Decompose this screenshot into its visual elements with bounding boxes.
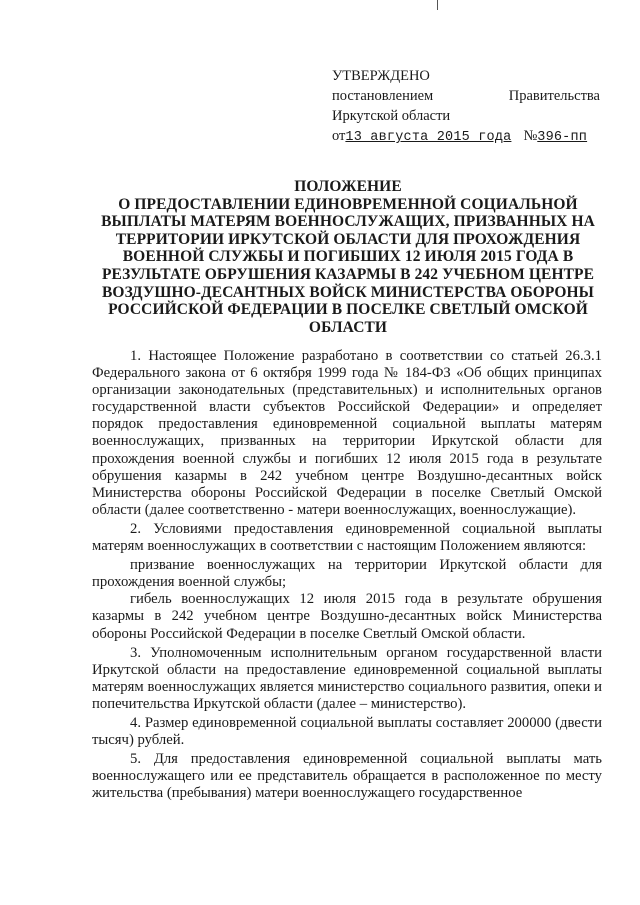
title-line: РОССИЙСКОЙ ФЕДЕРАЦИИ В ПОСЕЛКЕ СВЕТЛЫЙ ОМСКОЙ	[108, 301, 588, 319]
title-line: ОБЛАСТИ	[308, 318, 388, 336]
title-line: ВЫПЛАТЫ МАТЕРЯМ ВОЕННОСЛУЖАЩИХ, ПРИЗВАННЫХ НА	[101, 213, 595, 231]
approval-stamp	[332, 66, 600, 148]
approval-line-1-right: Правительства	[508, 88, 600, 104]
title-line: ВОЗДУШНО-ДЕСАНТНЫХ ВОЙСК МИНИСТЕРСТВА ОБОРОНЫ	[101, 283, 595, 301]
title-line: РЕЗУЛЬТАТЕ ОБРУШЕНИЯ КАЗАРМЫ В 242 УЧЕБНОМ ЦЕНТРЕ	[101, 265, 595, 283]
approval-line-2: Иркутской области	[332, 108, 451, 124]
approval-line-1	[332, 86, 600, 106]
date-prefix: от	[332, 128, 346, 144]
approval-line-1-left: постановлением	[332, 88, 434, 104]
title-line: ТЕРРИТОРИИ ИРКУТСКОЙ ОБЛАСТИ ДЛЯ ПРОХОЖДЕНИЯ	[115, 230, 581, 248]
title-line: ВОЕННОЙ СЛУЖБЫ И ПОГИБШИХ 12 ИЮЛЯ 2015 ГОДА В	[122, 248, 574, 266]
title-line: О ПРЕДОСТАВЛЕНИИ ЕДИНОВРЕМЕННОЙ СОЦИАЛЬНОЙ	[118, 195, 578, 213]
paragraph-2-item-1: призвание военнослужащих на территории Иркутской области для прохождения военной службы;	[92, 557, 602, 591]
document-body	[92, 348, 602, 802]
scan-mark	[437, 0, 438, 10]
title-line: ПОЛОЖЕНИЕ	[294, 178, 402, 195]
approval-heading: УТВЕРЖДЕНО	[332, 68, 430, 84]
date-value: 13 августа 2015 года	[345, 130, 512, 145]
paragraph-5: 5. Для предоставления единовременной социальной выплаты мать военнослужащего или ее представитель обращается в расположенное по месту жительства (пребывания) матери военнослужащего государственное	[92, 751, 602, 802]
number-value: 396-пп	[537, 130, 588, 145]
document-title	[92, 178, 604, 336]
paragraph-4: 4. Размер единовременной социальной выплаты составляет 200000 (двести тысяч) рублей.	[92, 714, 602, 749]
paragraph-1: 1. Настоящее Положение разработано в соответствии со статьей 26.3.1 Федерального закона от 6 октября 1999 года № 184-ФЗ «Об общих принципах организации законодательных (представительных) и исполнительных органов государственной власти субъектов Российской Федерации» и определяет порядок предоставления единовременной социальной выплаты матерям военнослужащих, призванных на территории Иркутской области для прохождения военной службы и погибших 12 июля 2015 года в результате обрушения казармы в 242 учебном центре Воздушно-десантных войск Министерства обороны Российской Федерации в поселке Светлый Омской области (далее соответственно - матери военнослужащих, военнослужащие).	[92, 348, 602, 518]
paragraph-2-item-2: гибель военнослужащих 12 июля 2015 года в результате обрушения казармы в 242 учебном центре Воздушно-десантных войск Министерства обороны Российской Федерации в поселке Светлый Омской области.	[92, 591, 602, 642]
number-prefix: №	[523, 128, 538, 144]
approval-date-row	[332, 126, 600, 148]
paragraph-2: 2. Условиями предоставления единовременной социальной выплаты матерям военнослужащих в соответствии с настоящим Положением являются:	[92, 520, 602, 555]
paragraph-3: 3. Уполномоченным исполнительным органом государственной власти Иркутской области на предоставление единовременной социальной выплаты матерям военнослужащих является министерство социального развития, опеки и попечительства Иркутской области (далее – министерство).	[92, 644, 602, 712]
